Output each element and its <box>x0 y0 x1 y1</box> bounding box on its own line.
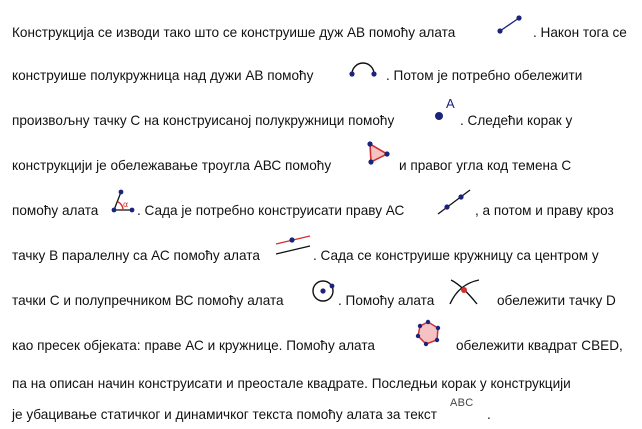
line-7-text-b: . Помоћу алата <box>338 293 435 308</box>
paragraph-line-1-cont <box>533 24 627 42</box>
line-5-text-c: , а потом и праву кроз <box>475 203 614 218</box>
line-10-text-a: је убацивање статичког и динамичког текста помоћу алата за текст <box>12 407 437 422</box>
line-3-text-b: . Следећи корак у <box>460 113 573 128</box>
paragraph-line-5 <box>12 202 98 220</box>
line-7-text-a: тачки С и полупречником ВС помоћу алата <box>12 293 284 308</box>
parallel-line-tool-icon <box>274 232 312 258</box>
line-7-text-c: обележити тачку D <box>497 293 616 308</box>
line-4-text-b: и правог угла код темена С <box>399 158 572 173</box>
paragraph-line-2-cont <box>386 67 582 85</box>
paragraph-line-7 <box>12 292 284 310</box>
paragraph-line-10-cont <box>487 406 491 424</box>
line-1-text-b: . Након тога се <box>533 25 627 40</box>
line-5-text-a: помоћу алата <box>12 203 99 218</box>
paragraph-line-7-mid <box>338 292 434 310</box>
paragraph-line-5-mid <box>137 202 404 220</box>
line-3-text-a: произвољну тачку С на конструисаној полукружници помоћу <box>12 113 395 128</box>
paragraph-line-3-cont <box>460 112 572 130</box>
paragraph-line-4 <box>12 157 331 175</box>
paragraph-line-1 <box>12 24 455 42</box>
line-2-text-a: конструише полукружница над дужи АВ помоћу <box>12 68 314 83</box>
line-tool-icon <box>437 188 471 216</box>
paragraph-line-8 <box>12 337 375 355</box>
semicircle-tool-icon <box>347 54 379 80</box>
paragraph-line-5-cont <box>475 202 614 220</box>
angle-tool-icon <box>107 186 137 216</box>
line-10-text-b: . <box>487 407 491 422</box>
point-tool-icon <box>432 97 458 125</box>
paragraph-line-3 <box>12 112 394 130</box>
paragraph-line-6-cont <box>313 247 599 265</box>
paragraph-line-6 <box>12 247 260 265</box>
paragraph-line-8-cont <box>456 337 623 355</box>
polygon-tool-icon <box>362 138 394 168</box>
point-tool-label: A <box>446 96 455 111</box>
circle-center-point-tool-icon <box>308 276 338 306</box>
line-2-text-b: . Потом је потребно обележити <box>386 68 583 83</box>
angle-tool-label: α <box>123 200 129 209</box>
paragraph-line-4-cont <box>399 157 571 175</box>
paragraph-line-2 <box>12 67 313 85</box>
line-4-text-a: конструкцији је обележавање троугла АВС помоћу <box>12 158 332 173</box>
paragraph-line-10 <box>12 406 437 424</box>
line-1-text-a: Конструкција се изводи тако што се конструише дуж АВ помоћу алата <box>12 25 456 40</box>
segment-tool-icon <box>495 14 525 36</box>
line-5-text-b: . Сада је потребно конструисати праву АС <box>137 203 405 218</box>
paragraph-line-9 <box>12 375 571 393</box>
line-6-text-a: тачку В паралелну са АС помоћу алата <box>12 248 260 263</box>
line-9-text-a: па на описан начин конструисати и преостале квадрате. Последњи корак у конструкцији <box>12 376 571 391</box>
line-8-text-b: обележити квадрат CBED, <box>456 338 623 353</box>
text-tool-icon: ABC <box>450 397 474 409</box>
regular-polygon-tool-icon <box>413 318 443 348</box>
paragraph-line-7-cont <box>497 292 616 310</box>
line-8-text-a: као пресек објеката: праве АС и кружнице. Помоћу алата <box>12 338 375 353</box>
line-6-text-b: . Сада се конструише кружницу са центром у <box>313 248 599 263</box>
intersection-tool-icon <box>447 276 481 306</box>
